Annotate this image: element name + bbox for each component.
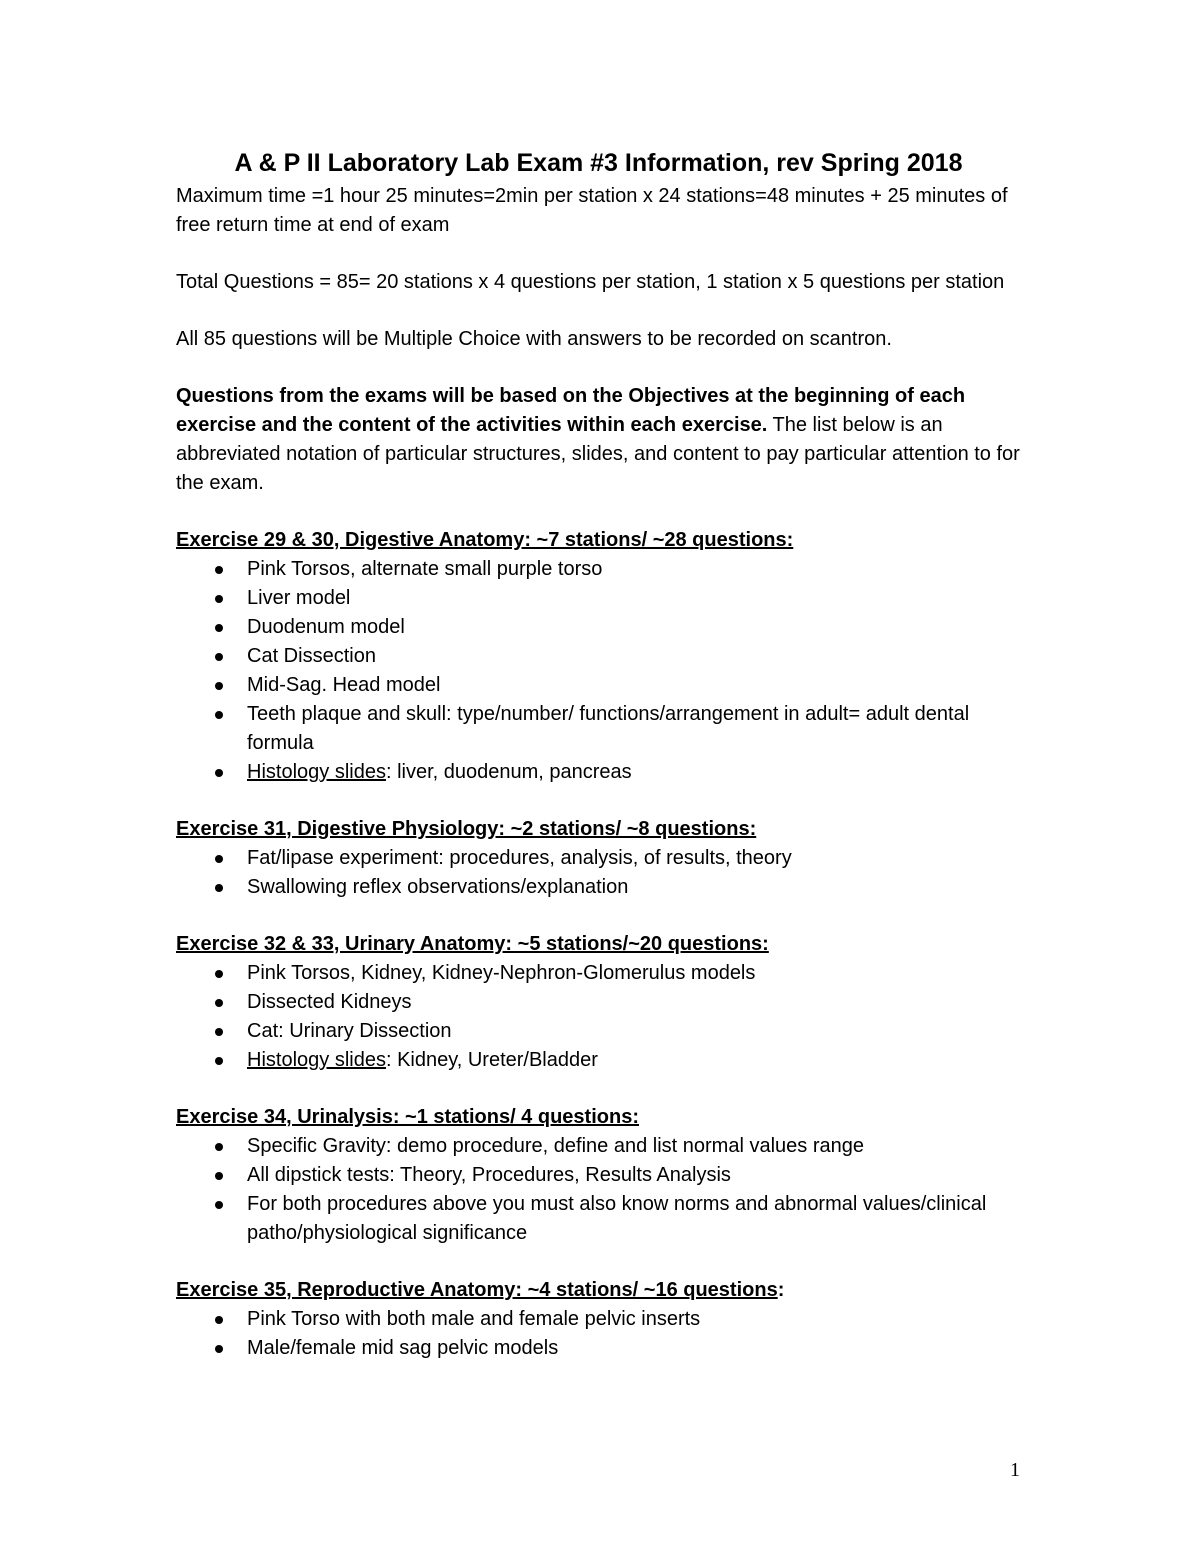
section-heading-urinary-anatomy: Exercise 32 & 33, Urinary Anatomy: ~5 stations/~20 questions: [176,933,769,955]
section-heading-digestive-anatomy: Exercise 29 & 30, Digestive Anatomy: ~7 stations/ ~28 questions: [176,529,794,551]
list-item: Specific Gravity: demo procedure, define and list normal values range [176,1132,1021,1161]
reproductive-anatomy-list [176,1305,1021,1363]
total-questions-paragraph: Total Questions = 85= 20 stations x 4 questions per station, 1 station x 5 questions per station [176,271,1005,293]
section-heading-digestive-physiology: Exercise 31, Digestive Physiology: ~2 stations/ ~8 questions: [176,818,757,840]
urinalysis-list [176,1132,1021,1248]
list-item: All dipstick tests: Theory, Procedures, Results Analysis [176,1161,1021,1190]
histology-text: : liver, duodenum, pancreas [385,761,632,783]
list-item: Dissected Kidneys [176,988,1021,1017]
section-heading-reproductive-anatomy [176,1276,1021,1305]
list-item: Pink Torsos, alternate small purple torso [176,555,1021,584]
document-body [176,145,1021,1363]
reproductive-heading-suffix: : [777,1279,785,1301]
objectives-bold-text: Questions from the exams will be based on the Objectives at the beginning of each exercise and the content of the activities within each exercise. [176,385,966,436]
list-item: For both procedures above you must also know norms and abnormal values/clinical patho/physiological significance [176,1190,1021,1248]
digestive-physiology-list [176,844,1021,902]
list-item-histology [176,758,1021,787]
list-item: Fat/lipase experiment: procedures, analysis, of results, theory [176,844,1021,873]
list-item: Liver model [176,584,1021,613]
histology-text: : Kidney, Ureter/Bladder [385,1049,598,1071]
histology-label: Histology slides [247,761,386,783]
page-number: 1 [1010,1459,1020,1481]
digestive-anatomy-list [176,555,1021,787]
list-item: Cat Dissection [176,642,1021,671]
list-item: Swallowing reflex observations/explanation [176,873,1021,902]
list-item: Teeth plaque and skull: type/number/ functions/arrangement in adult= adult dental formula [176,700,1021,758]
list-item: Pink Torso with both male and female pelvic inserts [176,1305,1021,1334]
list-item: Pink Torsos, Kidney, Kidney-Nephron-Glomerulus models [176,959,1021,988]
objectives-rest-text: The list below is an abbreviated notation of particular structures, slides, and content to pay particular attention to for the exam. [176,414,1020,494]
multiple-choice-paragraph: All 85 questions will be Multiple Choice with answers to be recorded on scantron. [176,328,892,350]
list-item: Mid-Sag. Head model [176,671,1021,700]
reproductive-heading-text: Exercise 35, Reproductive Anatomy: ~4 stations/ ~16 questions [176,1279,778,1301]
objectives-paragraph [176,382,1021,498]
list-item: Duodenum model [176,613,1021,642]
histology-label: Histology slides [247,1049,386,1071]
list-item-histology [176,1046,1021,1075]
urinary-anatomy-list [176,959,1021,1075]
list-item: Cat: Urinary Dissection [176,1017,1021,1046]
max-time-paragraph: Maximum time =1 hour 25 minutes=2min per station x 24 stations=48 minutes + 25 minutes of free return time at end of exam [176,185,1008,236]
list-item: Male/female mid sag pelvic models [176,1334,1021,1363]
section-heading-urinalysis: Exercise 34, Urinalysis: ~1 stations/ 4 questions: [176,1106,639,1128]
document-title: A & P II Laboratory Lab Exam #3 Information, rev Spring 2018 [234,149,963,177]
